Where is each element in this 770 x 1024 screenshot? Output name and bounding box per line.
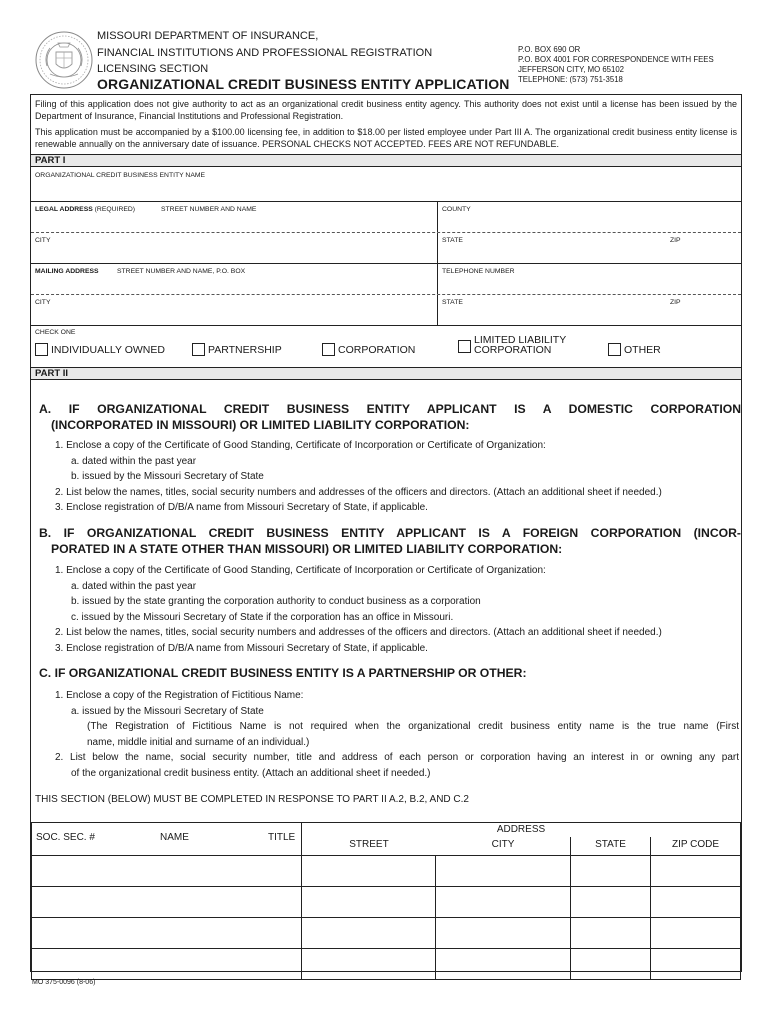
instruction-item: name, middle initial and surname of an individual.) [87,736,310,748]
street-column-header: STREET [349,839,389,850]
mailing-street-field[interactable] [31,264,437,294]
table-row [32,887,741,918]
legal-address-row [31,202,741,233]
instruction-item: b. issued by the Missouri Secretary of State [71,471,264,482]
entry-cell[interactable] [650,949,740,980]
form-title: ORGANIZATIONAL CREDIT BUSINESS ENTITY APPLICATION [97,76,510,92]
mailing-street-label: STREET NUMBER AND NAME, P.O. BOX [117,268,246,275]
address-subheaders [302,837,740,855]
table-row [32,918,741,949]
checkbox-label: CORPORATION [338,344,416,356]
address-line-1: P.O. BOX 690 OR [518,45,581,54]
county-label: COUNTY [442,206,471,213]
table-header-row [32,823,741,856]
section-a-instructions [55,438,739,516]
section-b-instructions [55,563,739,656]
agency-line-1: MISSOURI DEPARTMENT OF INSURANCE, [97,30,319,42]
mailing-state-zip-field[interactable] [437,295,741,325]
mailing-address-label: MAILING ADDRESS [35,268,99,275]
address-group-label: ADDRESS [496,824,546,835]
city-column-header: CITY [491,839,515,850]
missouri-state-seal-icon [34,30,94,90]
legal-city-row [31,233,741,264]
checkbox-box[interactable] [458,340,471,353]
city-label: CITY [35,237,51,244]
section-c-heading: C. IF ORGANIZATIONAL CREDIT BUSINESS ENTITY IS A PARTNERSHIP OR OTHER: [39,666,527,680]
mailing-zip-label: ZIP [670,299,681,306]
table-row [32,949,741,980]
part-2-header: PART II [31,367,741,380]
entry-cell[interactable] [302,918,436,949]
form-body [30,94,742,972]
legal-street-label: STREET NUMBER AND NAME [161,206,257,213]
entity-type-checkboxes [31,326,741,368]
legal-street-field[interactable] [31,202,437,232]
instruction-item: a. dated within the past year [71,580,197,592]
instruction-item: 2. List below the names, titles, social security numbers and addresses of the officers and directors. (Attach an additional sheet if needed.) [55,486,662,498]
entry-cell[interactable] [436,887,570,918]
address-line-4: TELEPHONE: (573) 751-3518 [518,75,623,84]
agency-name [97,28,432,78]
intro-text [31,95,741,150]
mailing-city-row [31,295,741,326]
checkbox-corporation[interactable] [322,341,415,356]
intro-paragraph-1: Filing of this application does not give authority to act as an organizational credit business entity agency. This authority does not exist until a license has been issued by the Department of Insurance, Financial Institutions and Professional Registration. [35,99,737,121]
checkbox-other[interactable] [608,341,661,356]
entry-cell[interactable] [570,887,650,918]
instruction-item: 2. List below the name, social security number, title and address of each person or corporation having an interest in or owning any part [55,752,739,763]
checkbox-label: OTHER [624,344,661,356]
checkbox-box[interactable] [608,343,621,356]
telephone-label: TELEPHONE NUMBER [442,268,515,275]
instruction-item: 3. Enclose registration of D/B/A name from Missouri Secretary of State, if applicable. [55,502,428,513]
part-1-header: PART I [31,154,741,167]
address-line-2: P.O. BOX 4001 FOR CORRESPONDENCE WITH FEES [518,55,714,64]
instruction-item: b. issued by the state granting the corporation authority to conduct business as a corporation [71,596,481,607]
mailing-city-label: CITY [35,299,51,306]
entity-name-field[interactable] [31,168,741,202]
agency-line-3: LICENSING SECTION [97,63,209,75]
checkbox-label: INDIVIDUALLY OWNED [51,344,165,356]
legal-state-zip-field[interactable] [437,233,741,263]
entry-cell[interactable] [32,949,302,980]
zip-column-header: ZIP CODE [650,837,740,855]
checkbox-box[interactable] [35,343,48,356]
section-b-heading: B. IF ORGANIZATIONAL CREDIT BUSINESS ENTITY APPLICANT IS A FOREIGN CORPORATION (INCOR- PORATED IN A STATE OTHER THAN MISSOURI) OR LIMITED LIABILITY CORPORATION: [39,526,741,556]
form-number: MO 375-0096 (8-06) [32,979,96,986]
entry-cell[interactable] [570,856,650,887]
instruction-item: of the organizational credit business entity. (Attach an additional sheet if needed.) [71,767,431,779]
legal-address-label: LEGAL ADDRESS (REQUIRED) [35,206,136,213]
entry-cell[interactable] [32,856,302,887]
checkbox-box[interactable] [322,343,335,356]
entry-cell[interactable] [302,949,436,980]
entry-cell[interactable] [570,918,650,949]
instruction-item: 1. Enclose a copy of the Registration of Fictitious Name: [55,690,304,701]
legal-city-field[interactable] [31,233,437,263]
entry-cell[interactable] [32,887,302,918]
table-row [32,856,741,887]
entry-cell[interactable] [650,856,740,887]
entry-cell[interactable] [302,856,436,887]
entry-cell[interactable] [32,918,302,949]
mailing-city-field[interactable] [31,295,437,325]
telephone-field[interactable] [437,264,741,294]
instruction-item: 2. List below the names, titles, social security numbers and addresses of the officers and directors. (Attach an additional sheet if needed.) [55,627,662,638]
entry-cell[interactable] [436,949,570,980]
checkbox-label: LIMITED LIABILITY CORPORATION [474,334,567,356]
instruction-item: 3. Enclose registration of D/B/A name from Missouri Secretary of State, if applicable. [55,642,428,654]
checkbox-individually-owned[interactable] [35,341,165,356]
checkbox-llc[interactable] [458,335,584,355]
mailing-state-label: STATE [442,299,463,306]
entry-cell[interactable] [570,949,650,980]
entity-name-label: ORGANIZATIONAL CREDIT BUSINESS ENTITY NAME [35,172,206,179]
address-header [302,823,741,856]
instruction-item: a. dated within the past year [71,455,197,467]
name-column-header: NAME [160,832,189,843]
title-column-header: TITLE [268,832,296,843]
checkbox-label: PARTNERSHIP [208,344,282,356]
mailing-info [518,45,714,85]
checkbox-box[interactable] [192,343,205,356]
check-one-label: CHECK ONE [35,329,76,336]
instruction-item: 1. Enclose a copy of the Certificate of Good Standing, Certificate of Incorporation or Certificate of Organization: [55,565,546,576]
entry-cell[interactable] [436,918,570,949]
completion-note: THIS SECTION (BELOW) MUST BE COMPLETED IN RESPONSE TO PART II A.2, B.2, AND C.2 [35,794,469,805]
legal-county-field[interactable] [437,202,741,232]
instruction-item: c. issued by the Missouri Secretary of State if the corporation has an office in Missouri. [71,611,454,623]
ssn-name-title-header [32,823,302,856]
form-header [30,24,742,94]
checkbox-partnership[interactable] [192,341,282,356]
instruction-item: 1. Enclose a copy of the Certificate of Good Standing, Certificate of Incorporation or Certificate of Organization: [55,440,546,451]
entry-cell[interactable] [436,856,570,887]
entry-cell[interactable] [650,918,740,949]
address-line-3: JEFFERSON CITY, MO 65102 [518,65,625,74]
instruction-item: (The Registration of Fictitious Name is not required when the organizational credit business entity name is the true name (First [87,721,739,732]
section-c-instructions [55,688,739,781]
intro-paragraph-2: This application must be accompanied by a $100.00 licensing fee, in addition to $18.00 per listed employee under Part III A. The organizational credit business entity license is renewable annually on the anniversary date of issuance. PERSONAL CHECKS NOT ACCEPTED. FEES ARE NOT REFUNDABLE. [35,127,737,149]
agency-line-2: FINANCIAL INSTITUTIONS AND PROFESSIONAL REGISTRATION [97,46,433,59]
entry-cell[interactable] [650,887,740,918]
section-a-heading: A. IF ORGANIZATIONAL CREDIT BUSINESS ENTITY APPLICANT IS A DOMESTIC CORPORATION (INCORPORATED IN MISSOURI) OR LIMITED LIABILITY CORPORATION: [39,402,741,432]
officers-table [31,822,741,980]
mailing-address-row [31,264,741,295]
state-label: STATE [442,237,463,244]
instruction-item: a. issued by the Missouri Secretary of State [71,705,264,717]
zip-label: ZIP [670,237,681,244]
ssn-column-header: SOC. SEC. # [36,832,95,843]
entry-cell[interactable] [302,887,436,918]
state-column-header: STATE [570,837,650,855]
